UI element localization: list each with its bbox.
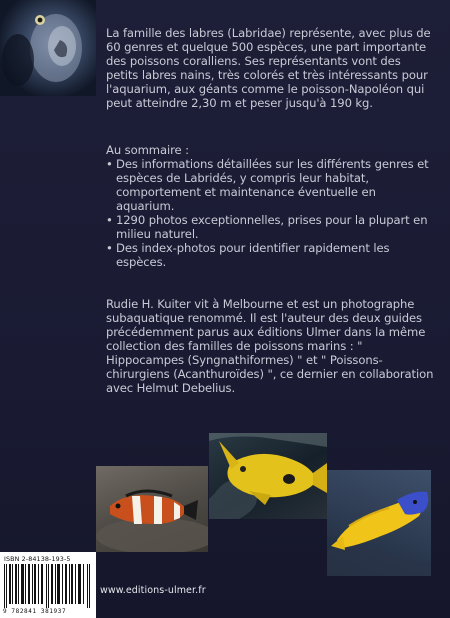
summary-item: • Des index-photos pour identifier rapidement les espèces. <box>106 241 436 269</box>
summary-list <box>106 157 436 269</box>
barcode-box <box>0 552 96 618</box>
photo-wrasse-face <box>0 0 96 96</box>
author-text: Rudie H. Kuiter vit à Melbourne et est un photographe subaquatique renommé. Il est l'auteur des deux guides précédemment parus aux éditions Ulmer dans la même collection des familles de poissons marins : " Hippocampes (Syngnathiformes) " et " Poissons-chirurgiens (Acanthuroïdes) ", ce dernier en collaboration avec Helmut Debelius. <box>106 297 434 395</box>
summary-heading: Au sommaire : <box>106 143 189 157</box>
clown-wrasse-illustration <box>96 466 208 552</box>
author-paragraph <box>106 297 436 395</box>
wrasse-face-illustration <box>0 0 96 96</box>
intro-paragraph <box>106 26 436 110</box>
photo-clown-wrasse <box>96 466 208 552</box>
blue-yellow-wrasse-illustration <box>327 470 431 576</box>
yellow-wrasse-illustration <box>209 433 327 519</box>
publisher-website: www.editions-ulmer.fr <box>100 585 206 596</box>
summary-section <box>106 143 436 269</box>
summary-item: • 1290 photos exceptionnelles, prises pour la plupart en milieu naturel. <box>106 213 436 241</box>
barcode-digits: 9 782841 381937 <box>3 608 67 615</box>
photo-blue-yellow-wrasse <box>327 470 431 576</box>
isbn-text: ISBN 2-84138-193-5 <box>4 555 71 563</box>
summary-item: • Des informations détaillées sur les différents genres et espèces de Labridés, y compris leur habitat, comportement et maintenance éventuelle en aquarium. <box>106 157 436 213</box>
intro-text: La famille des labres (Labridae) représente, avec plus de 60 genres et quelque 500 espèces, une part importante des poissons coralliens. Ses représentants vont des petits labres nains, très colorés et très intéressants pour l'aquarium, aux géants comme le poisson-Napoléon qui peut atteindre 2,30 m et peser jusqu'à 190 kg. <box>106 26 431 110</box>
barcode-icon <box>4 564 92 608</box>
photo-yellow-wrasse <box>209 433 327 519</box>
